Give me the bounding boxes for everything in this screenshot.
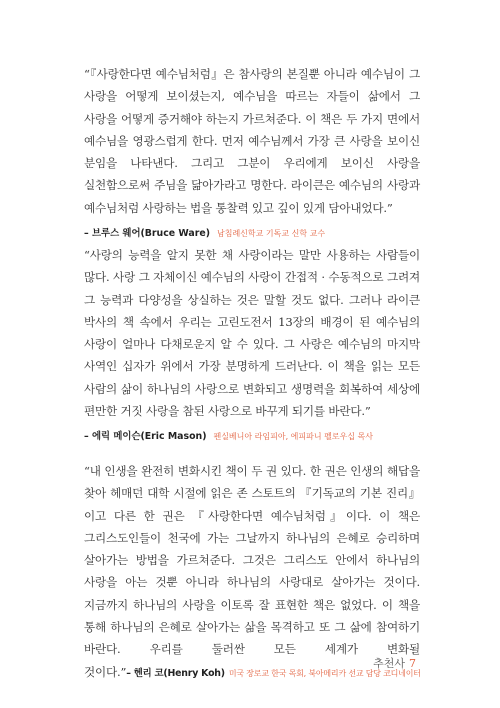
endorser-title: 펜실베니아 라임피아, 에피파니 펠로우십 목사 bbox=[213, 432, 374, 442]
page-footer bbox=[373, 655, 416, 671]
endorser-name: – 에릭 메이슨(Eric Mason) bbox=[84, 431, 207, 443]
endorsement-attribution bbox=[84, 225, 420, 239]
endorsement-text: “『사랑한다면 예수님처럼』은 참사랑의 본질뿐 아니라 예수님이 그 사랑을 어떻게 보이셨는지, 예수님을 따르는 자들이 삶에서 그 사랑을 어떻게 증거해야 하는지 가르쳐준다. 이 책은 두 가지 면에서 예수님을 영광스럽게 한다. 먼저 예수님께서 가장 큰 사랑을 보이신 분임을 나타낸다. 그리고 그분이 우리에게 보이신 사랑을 실천함으로써 주님을 닮아가라고 명한다. 라이큰은 예수님의 사랑과 예수님처럼 사랑하는 법을 통찰력 있고 깊이 있게 담아내었다.” bbox=[84, 67, 420, 215]
page-number: 7 bbox=[409, 657, 416, 670]
section-label: 추천사 bbox=[373, 657, 405, 670]
endorser-name: – 헨리 코(Henry Koh) bbox=[126, 667, 225, 679]
endorser-title: 남침례신학교 기독교 신학 교수 bbox=[217, 229, 326, 239]
endorsement-2 bbox=[84, 244, 420, 442]
endorsement-3 bbox=[84, 460, 420, 685]
endorsement-text-body: “내 인생을 완전히 변화시킨 책이 두 권 있다. 한 권은 인생의 해답을 찾아 헤매던 대학 시절에 읽은 존 스토트의 『기독교의 기본 진리』이고 다른 한 권은 『사랑한다면 예수님처럼』이다. 이 책은 그리스도인들이 천국에 가는 그날까지 하나님의 은혜로 승리하며 살아가는 방법을 가르쳐준다. 그것은 그리스도 안에서 하나님의 사랑을 아는 것뿐 아니라 하나님의 사랑대로 살아가는 것이다. 지금까지 하나님의 사랑을 이토록 잘 표현한 책은 없었다. 이 책을 통해 하나님의 은혜로 살아가는 삶을 목격하고 또 그 삶에 참여하기 바란다. 우리를 둘러싼 모든 세계가 변화될 것이다.” bbox=[84, 464, 420, 679]
endorsement-text: “사랑의 능력을 알지 못한 채 사랑이라는 말만 사용하는 사람들이 많다. 사랑 그 자체이신 예수님의 사랑이 간접적 · 수동적으로 그려져 그 능력과 다양성을 상실하는 것은 말할 것도 없다. 그러나 라이큰 박사의 책 속에서 우리는 고린도전서 13장의 배경이 된 예수님의 사랑이 얼마나 다채로운지 알 수 있다. 그 사랑은 예수님의 마지막 사역인 십자가 위에서 가장 분명하게 드러난다. 이 책을 읽는 모든 사람의 삶이 하나님의 사랑으로 변화되고 생명력을 회복하여 세상에 편만한 거짓 사랑을 참된 사랑으로 바꾸게 되기를 바란다.” bbox=[84, 248, 420, 419]
endorsement-attribution bbox=[84, 428, 420, 442]
endorser-title: 미국 장로교 한국 목회, 북아메리카 선교 담당 코디네이터 bbox=[228, 668, 421, 678]
endorsement-text bbox=[84, 460, 420, 685]
endorsement-1 bbox=[84, 63, 420, 239]
endorser-name: – 브루스 웨어(Bruce Ware) bbox=[84, 228, 211, 240]
